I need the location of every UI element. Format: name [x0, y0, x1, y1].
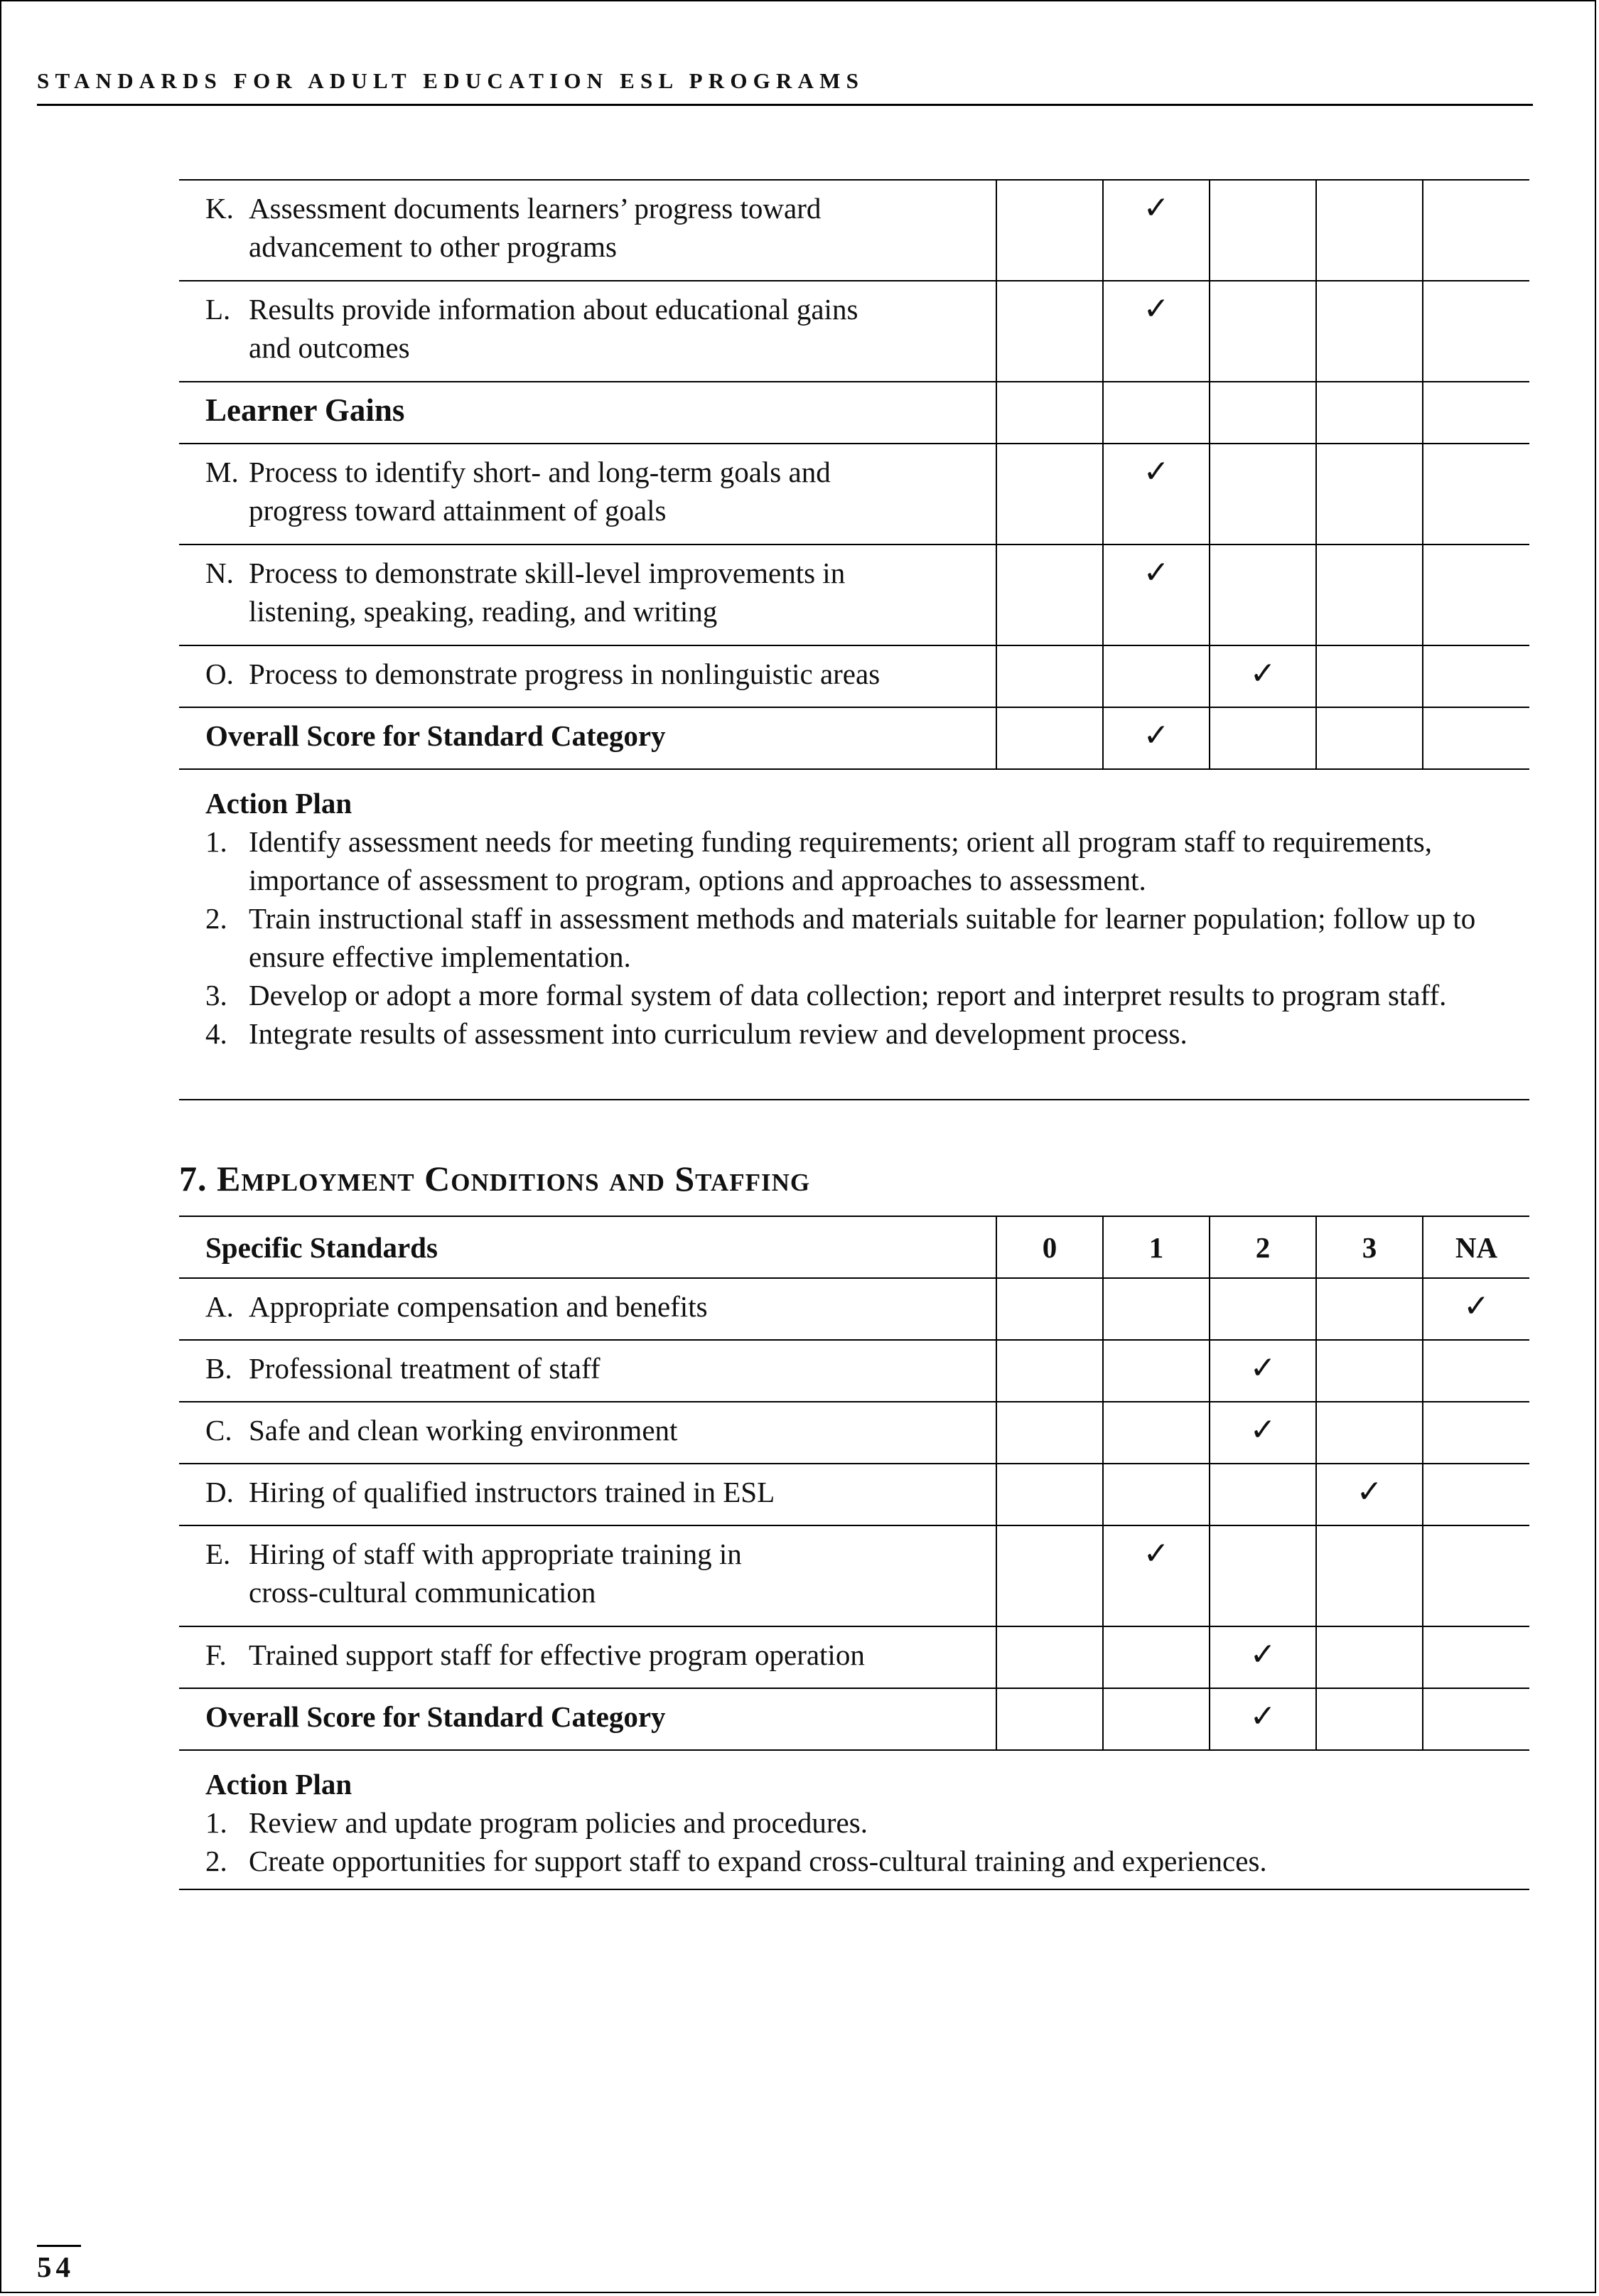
score-cell-0: [996, 545, 1103, 645]
action-plan-text: Create opportunities for support staff to expand cross-cultural training and experiences.: [249, 1845, 1267, 1877]
score-cell-na: [1423, 1340, 1529, 1402]
score-cell-2: [1210, 707, 1316, 769]
score-cell-0: [996, 382, 1103, 444]
column-header-score: 0: [996, 1216, 1103, 1278]
standard-text-line: Process to demonstrate progress in nonlinguistic areas: [249, 658, 881, 690]
column-header-score: 1: [1103, 1216, 1210, 1278]
action-plan: [179, 1750, 1529, 1889]
page-number: 54: [37, 2251, 75, 2283]
score-cell-0: [996, 180, 1103, 281]
table-row: [179, 645, 1529, 707]
checkmark-icon: ✓: [1463, 1288, 1490, 1324]
score-cell-1: [1103, 1525, 1210, 1626]
standard-letter: F.: [205, 1638, 227, 1671]
standard-text: [249, 1287, 989, 1326]
standard-text: [249, 290, 989, 367]
score-cell-3: [1316, 1688, 1423, 1750]
score-cell-1: [1103, 1464, 1210, 1525]
standard-item: [205, 1287, 989, 1326]
checkmark-icon: ✓: [1249, 1412, 1276, 1448]
standard-letter: M.: [205, 456, 239, 488]
standard-item: [205, 189, 989, 266]
score-cell-1: [1103, 382, 1210, 444]
standard-label-cell: [179, 545, 996, 645]
score-cell-1: [1103, 281, 1210, 382]
table-row: [179, 1464, 1529, 1525]
standard-label-cell: [179, 645, 996, 707]
standard-text-line: progress toward attainment of goals: [249, 494, 667, 527]
score-cell-3: [1316, 1402, 1423, 1464]
standard-text-line: Safe and clean working environment: [249, 1414, 678, 1447]
score-cell-0: [996, 707, 1103, 769]
standards-table-section-7: [179, 1216, 1529, 1890]
standard-text: [249, 1636, 989, 1674]
standard-text-line: Hiring of staff with appropriate training in: [249, 1538, 742, 1570]
table-header-row: [179, 1216, 1529, 1278]
score-cell-2: [1210, 1464, 1316, 1525]
table-row: [179, 180, 1529, 281]
action-plan: [179, 769, 1529, 1100]
action-plan-item: [205, 822, 1522, 899]
checkmark-icon: ✓: [1143, 454, 1170, 490]
action-plan-number: 3.: [205, 979, 227, 1012]
standard-label-cell: [179, 1525, 996, 1626]
standard-label-cell: [179, 707, 996, 769]
action-plan-number: 1.: [205, 825, 227, 858]
standard-item: [205, 453, 989, 530]
standard-item: [205, 1349, 989, 1388]
score-cell-0: [996, 1340, 1103, 1402]
standard-item: [205, 1473, 989, 1511]
folio-rule: [37, 2245, 81, 2247]
score-cell-0: [996, 281, 1103, 382]
standard-text: [249, 1535, 989, 1611]
table-row: [179, 1525, 1529, 1626]
score-cell-2: [1210, 1402, 1316, 1464]
standard-label-cell: [179, 1464, 996, 1525]
score-cell-1: [1103, 1278, 1210, 1340]
score-cell-1: [1103, 180, 1210, 281]
standard-label-cell: [179, 1626, 996, 1688]
standard-text: [249, 1349, 989, 1388]
checkmark-icon: ✓: [1249, 1350, 1276, 1386]
standards-table-section-6: [179, 179, 1529, 1100]
score-cell-3: [1316, 545, 1423, 645]
score-cell-0: [996, 1278, 1103, 1340]
table-row: [179, 1340, 1529, 1402]
checkmark-icon: ✓: [1356, 1474, 1383, 1510]
action-plan-number: 4.: [205, 1017, 227, 1050]
score-cell-na: [1423, 281, 1529, 382]
column-header-score: 2: [1210, 1216, 1316, 1278]
score-cell-3: [1316, 180, 1423, 281]
standard-text-line: Trained support staff for effective program operation: [249, 1638, 865, 1671]
table-row: [179, 545, 1529, 645]
action-plan-text: Identify assessment needs for meeting funding requirements; orient all program staff to requirements, importance of assessment to program, options and approaches to assessment.: [249, 825, 1432, 896]
score-cell-na: [1423, 1464, 1529, 1525]
standard-item: [205, 290, 989, 367]
standard-text-line: Results provide information about educational gains: [249, 293, 858, 326]
checkmark-icon: ✓: [1249, 1698, 1276, 1734]
standard-label-cell: [179, 1340, 996, 1402]
score-cell-2: [1210, 444, 1316, 545]
standard-letter: O.: [205, 658, 234, 690]
checkmark-icon: ✓: [1143, 717, 1170, 753]
score-cell-2: [1210, 1626, 1316, 1688]
standard-text: [249, 554, 989, 631]
score-cell-3: [1316, 1278, 1423, 1340]
subhead-learner-gains: Learner Gains: [205, 392, 405, 428]
score-cell-na: [1423, 645, 1529, 707]
standard-text-line: listening, speaking, reading, and writing: [249, 595, 718, 628]
score-cell-na: [1423, 444, 1529, 545]
standard-label-cell: [179, 281, 996, 382]
standard-letter: E.: [205, 1538, 231, 1570]
action-plan-title: Action Plan: [205, 787, 352, 820]
standard-text-line: cross-cultural communication: [249, 1576, 596, 1609]
standard-label-cell: [179, 1278, 996, 1340]
score-cell-1: [1103, 444, 1210, 545]
standard-text-line: Assessment documents learners’ progress toward: [249, 192, 822, 225]
score-cell-3: [1316, 707, 1423, 769]
action-plan-item: [205, 899, 1522, 976]
score-cell-2: [1210, 1525, 1316, 1626]
standard-text: [249, 1411, 989, 1449]
standard-label-cell: [179, 1402, 996, 1464]
standard-text: [249, 453, 989, 530]
standard-text: [249, 1473, 989, 1511]
score-cell-3: [1316, 645, 1423, 707]
score-cell-na: [1423, 180, 1529, 281]
score-cell-2: [1210, 1688, 1316, 1750]
standard-text-line: and outcomes: [249, 331, 410, 364]
score-cell-3: [1316, 444, 1423, 545]
standard-label-cell: [179, 382, 996, 444]
score-cell-1: [1103, 1688, 1210, 1750]
table-row: [179, 281, 1529, 382]
action-plan-title: Action Plan: [205, 1768, 352, 1801]
score-cell-2: [1210, 281, 1316, 382]
score-cell-2: [1210, 545, 1316, 645]
score-cell-1: [1103, 1340, 1210, 1402]
standard-text-line: Hiring of qualified instructors trained in ESL: [249, 1476, 775, 1508]
checkmark-icon: ✓: [1143, 1535, 1170, 1572]
score-cell-0: [996, 444, 1103, 545]
checkmark-icon: ✓: [1249, 655, 1276, 692]
score-cell-na: [1423, 545, 1529, 645]
action-plan-number: 1.: [205, 1806, 227, 1839]
score-cell-2: [1210, 180, 1316, 281]
standard-label-cell: [179, 1688, 996, 1750]
header-rule: [37, 104, 1533, 106]
standard-letter: B.: [205, 1352, 232, 1385]
score-cell-0: [996, 1464, 1103, 1525]
action-plan-number: 2.: [205, 1845, 227, 1877]
standard-label-cell: [179, 444, 996, 545]
score-cell-2: [1210, 382, 1316, 444]
checkmark-icon: ✓: [1143, 554, 1170, 591]
standard-text-line: Professional treatment of staff: [249, 1352, 601, 1385]
score-cell-3: [1316, 1464, 1423, 1525]
standard-text-line: Appropriate compensation and benefits: [249, 1290, 708, 1323]
checkmark-icon: ✓: [1143, 291, 1170, 327]
score-cell-1: [1103, 1626, 1210, 1688]
score-cell-na: [1423, 1688, 1529, 1750]
score-cell-1: [1103, 1402, 1210, 1464]
score-cell-na: [1423, 1402, 1529, 1464]
action-plan-item: [205, 1014, 1522, 1053]
standard-text-line: advancement to other programs: [249, 230, 618, 263]
score-cell-0: [996, 1688, 1103, 1750]
score-cell-0: [996, 1525, 1103, 1626]
action-plan-number: 2.: [205, 902, 227, 935]
column-header-specific-standards: Specific Standards: [179, 1216, 996, 1278]
section-7-heading: 7. Employment Conditions and Staffing: [179, 1159, 811, 1198]
standard-letter: C.: [205, 1414, 232, 1447]
score-cell-3: [1316, 1340, 1423, 1402]
standard-text: [249, 189, 989, 266]
action-plan-text: Integrate results of assessment into curriculum review and development process.: [249, 1017, 1188, 1050]
action-plan-row: [179, 769, 1529, 1100]
checkmark-icon: ✓: [1143, 190, 1170, 226]
column-header-score: 3: [1316, 1216, 1423, 1278]
action-plan-item: [205, 1803, 1522, 1842]
action-plan-item: [205, 1842, 1522, 1880]
standard-item: [205, 1411, 989, 1449]
overall-score-label: Overall Score for Standard Category: [205, 1700, 666, 1733]
score-cell-na: [1423, 382, 1529, 444]
column-header-score: NA: [1423, 1216, 1529, 1278]
score-cell-3: [1316, 382, 1423, 444]
score-cell-0: [996, 645, 1103, 707]
checkmark-icon: ✓: [1249, 1636, 1276, 1673]
action-plan-text: Develop or adopt a more formal system of data collection; report and interpret results to program staff.: [249, 979, 1447, 1012]
score-cell-3: [1316, 281, 1423, 382]
action-plan-text: Review and update program policies and procedures.: [249, 1806, 868, 1839]
standard-text: [249, 655, 989, 693]
standard-text-line: Process to identify short- and long-term goals and: [249, 456, 831, 488]
overall-score-row: [179, 707, 1529, 769]
standard-letter: A.: [205, 1290, 234, 1323]
action-plan-text: Train instructional staff in assessment methods and materials suitable for learner population; follow up to ensure effective implementation.: [249, 902, 1476, 973]
standard-item: [205, 1535, 989, 1611]
score-cell-0: [996, 1626, 1103, 1688]
standard-letter: K.: [205, 192, 234, 225]
score-cell-1: [1103, 545, 1210, 645]
overall-score-row: [179, 1688, 1529, 1750]
standard-item: [205, 1636, 989, 1674]
score-cell-0: [996, 1402, 1103, 1464]
running-head: STANDARDS FOR ADULT EDUCATION ESL PROGRAMS: [37, 68, 865, 93]
score-cell-2: [1210, 645, 1316, 707]
score-cell-2: [1210, 1278, 1316, 1340]
score-cell-na: [1423, 707, 1529, 769]
action-plan-row: [179, 1750, 1529, 1889]
standard-item: [205, 655, 989, 693]
score-cell-1: [1103, 645, 1210, 707]
score-cell-na: [1423, 1626, 1529, 1688]
standard-letter: D.: [205, 1476, 234, 1508]
standard-item: [205, 554, 989, 631]
score-cell-1: [1103, 707, 1210, 769]
score-cell-3: [1316, 1525, 1423, 1626]
score-cell-3: [1316, 1626, 1423, 1688]
subhead-row: [179, 382, 1529, 444]
standard-letter: L.: [205, 293, 231, 326]
action-plan-item: [205, 976, 1522, 1014]
standard-letter: N.: [205, 557, 234, 589]
score-cell-na: [1423, 1525, 1529, 1626]
table-row: [179, 1402, 1529, 1464]
score-cell-2: [1210, 1340, 1316, 1402]
score-cell-na: [1423, 1278, 1529, 1340]
table-row: [179, 444, 1529, 545]
overall-score-label: Overall Score for Standard Category: [205, 719, 666, 752]
table-row: [179, 1626, 1529, 1688]
standard-text-line: Process to demonstrate skill-level improvements in: [249, 557, 846, 589]
standard-label-cell: [179, 180, 996, 281]
table-row: [179, 1278, 1529, 1340]
